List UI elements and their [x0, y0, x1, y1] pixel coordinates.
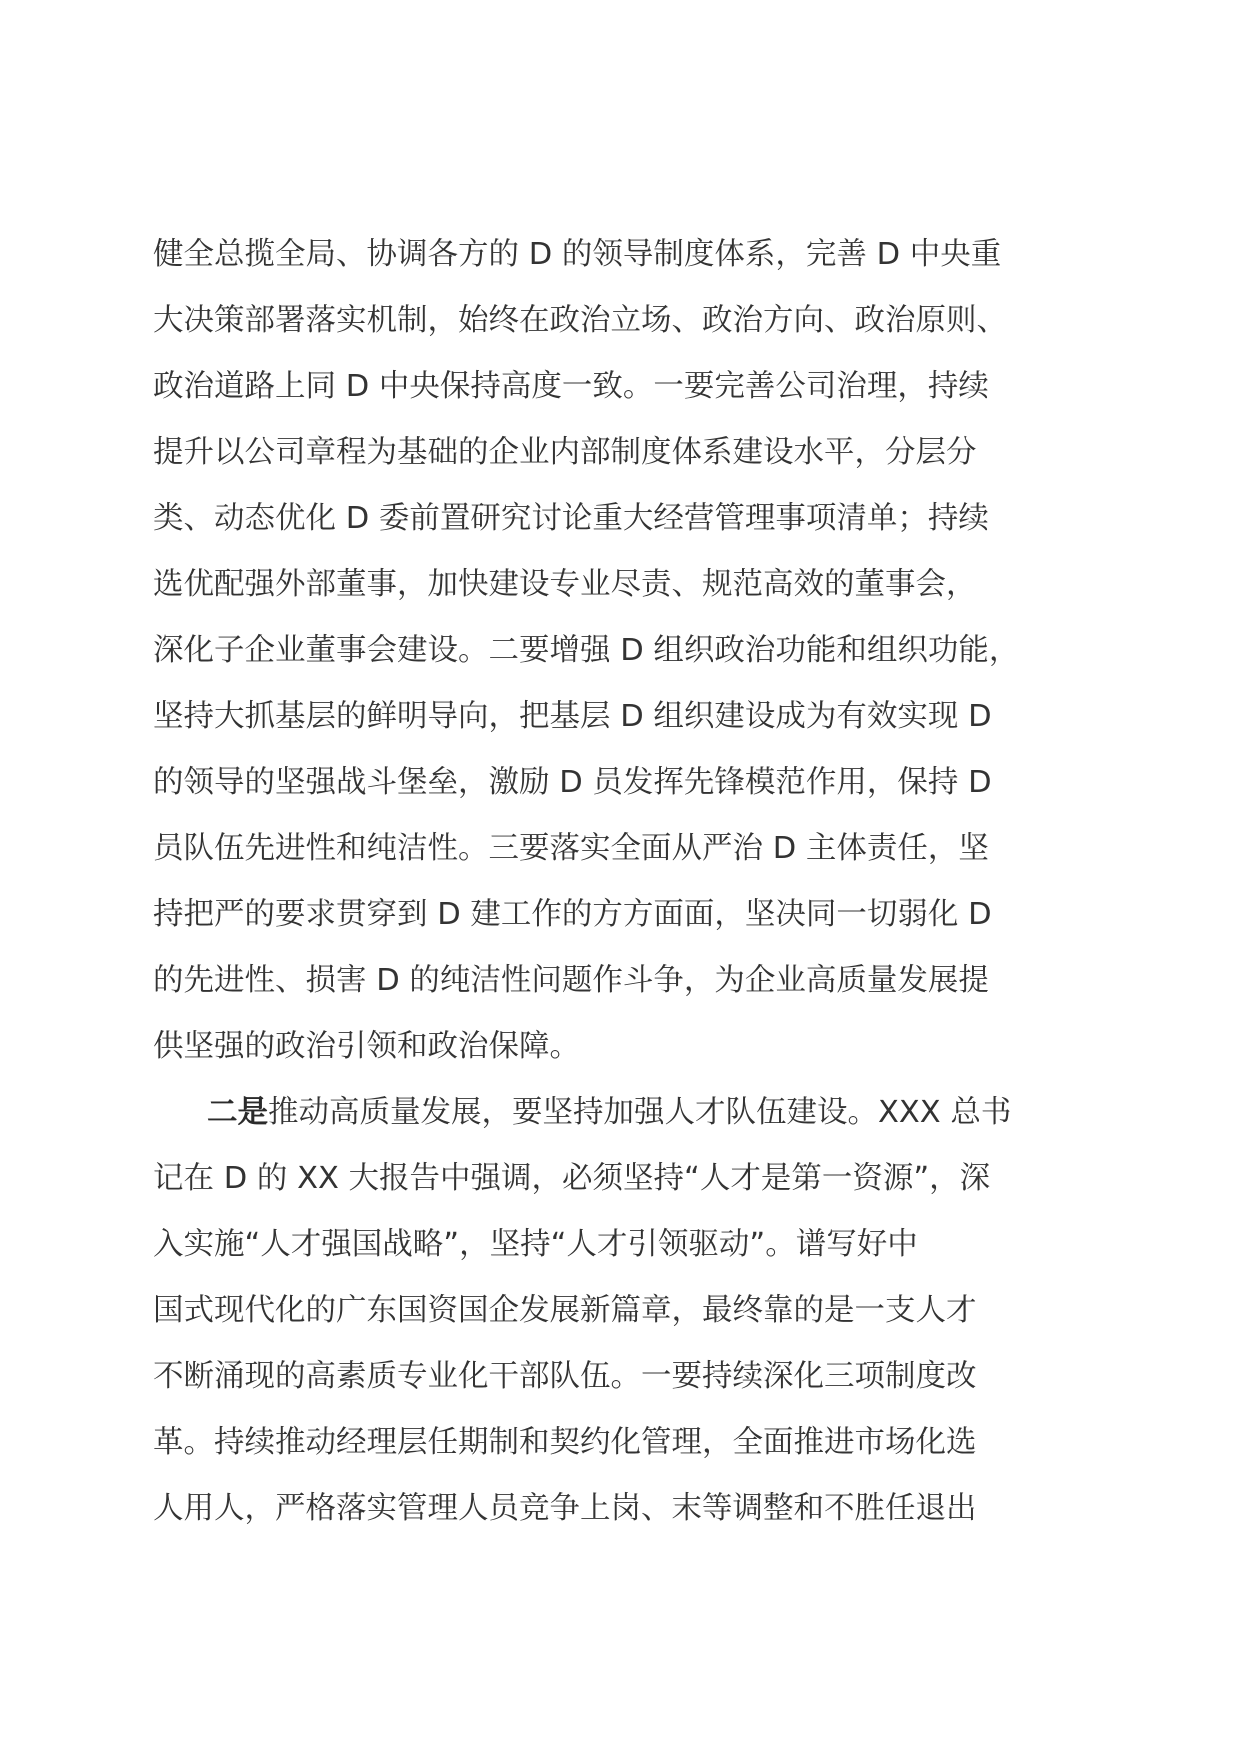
- text-line: 的先进性、损害 D 的纯洁性问题作斗争，为企业高质量发展提: [153, 963, 989, 998]
- text-line: 人用人，严格落实管理人员竞争上岗、末等调整和不胜任退出: [153, 1491, 977, 1526]
- text-line: 选优配强外部董事，加快建设专业尽责、规范高效的董事会，: [153, 567, 977, 602]
- text-line: 的领导的坚强战斗堡垒，激励 D 员发挥先锋模范作用，保持 D: [153, 765, 992, 800]
- text-line: 深化子企业董事会建设。二要增强 D 组织政治功能和组织功能，: [153, 633, 1020, 668]
- text-line: 供坚强的政治引领和政治保障。: [153, 1029, 580, 1064]
- text-line: 员队伍先进性和纯洁性。三要落实全面从严治 D 主体责任，坚: [153, 831, 989, 866]
- text-line: 革。持续推动经理层任期制和契约化管理，全面推进市场化选: [153, 1425, 977, 1460]
- text-line: 政治道路上同 D 中央保持高度一致。一要完善公司治理，持续: [153, 369, 989, 404]
- text-line: 坚持大抓基层的鲜明导向，把基层 D 组织建设成为有效实现 D: [153, 699, 992, 734]
- text-line: 类、动态优化 D 委前置研究讨论重大经营管理事项清单；持续: [153, 501, 989, 536]
- text-line: 健全总揽全局、协调各方的 D 的领导制度体系，完善 D 中央重: [153, 237, 1002, 272]
- text-line: 国式现代化的广东国资国企发展新篇章，最终靠的是一支人才: [153, 1293, 977, 1328]
- paragraph-2-first-line: [153, 1080, 1093, 1146]
- text-line: 记在 D 的 XX 大报告中强调，必须坚持“人才是第一资源”，深: [153, 1161, 991, 1196]
- text-line: 持把严的要求贯穿到 D 建工作的方方面面，坚决同一切弱化 D: [153, 897, 992, 932]
- text-line: 大决策部署落实机制，始终在政治立场、政治方向、政治原则、: [153, 303, 1007, 338]
- paragraph-2-first-text: 推动高质量发展，要坚持加强人才队伍建设。XXX 总书: [268, 1095, 1012, 1130]
- text-line: 不断涌现的高素质专业化干部队伍。一要持续深化三项制度改: [153, 1359, 977, 1394]
- text-line: 提升以公司章程为基础的企业内部制度体系建设水平，分层分: [153, 435, 977, 470]
- document-body: [153, 222, 1093, 1542]
- text-line: 入实施“人才强国战略”，坚持“人才引领驱动”。谱写好中: [153, 1227, 918, 1262]
- paragraph-2-lead: 二是: [207, 1095, 268, 1130]
